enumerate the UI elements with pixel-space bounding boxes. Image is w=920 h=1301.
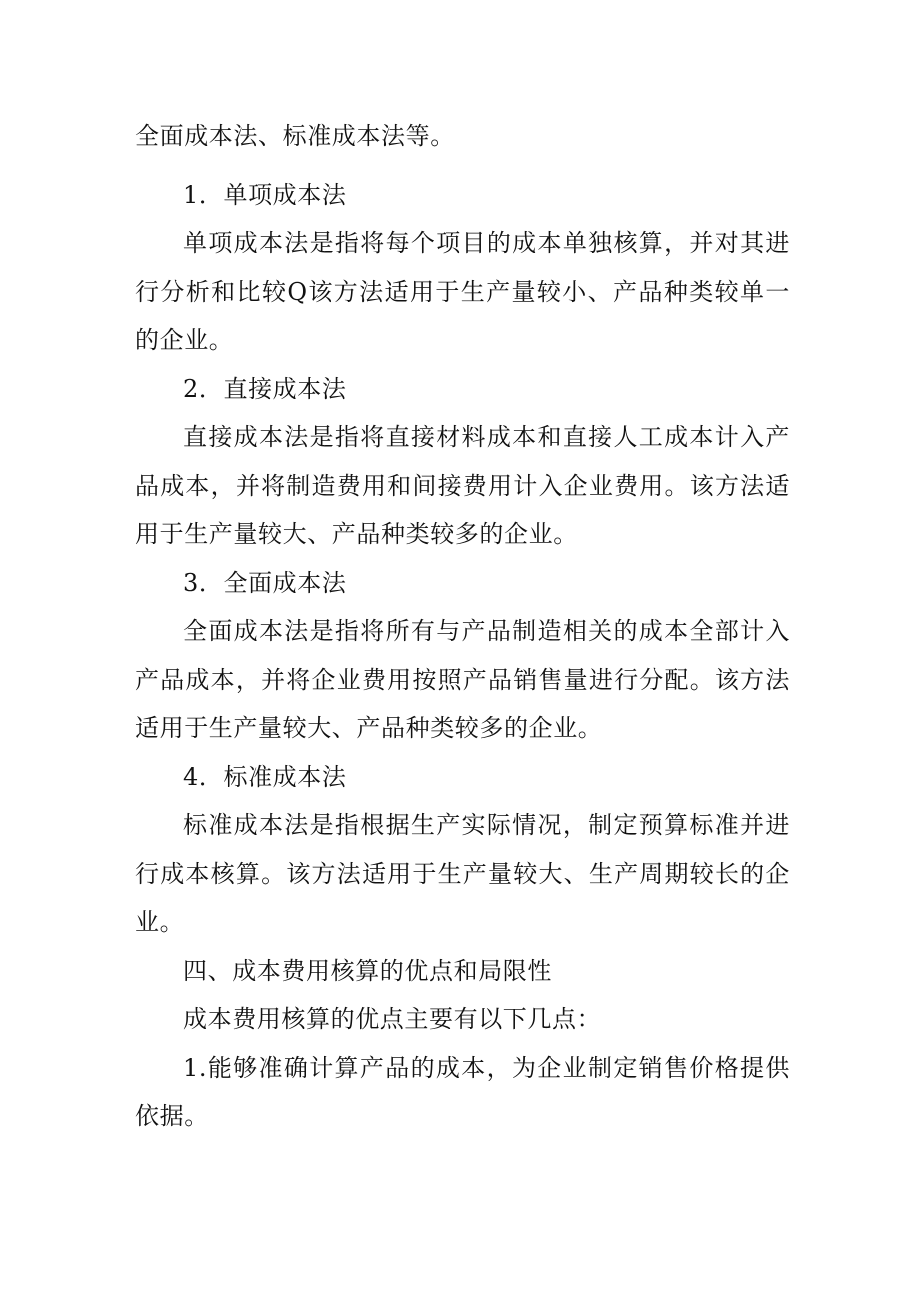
paragraph-direct-cost-method: 直接成本法是指将直接材料成本和直接人工成本计入产品成本，并将制造费用和间接费用计入企业费用。该方法适用于生产量较大、产品种类较多的企业。 [135, 423, 790, 548]
spacer [135, 161, 790, 171]
paragraph-continuation: 全面成本法、标准成本法等。 [135, 122, 455, 150]
list-item-advantage-1: 1.能够准确计算产品的成本，为企业制定销售价格提供依据。 [135, 1053, 790, 1130]
paragraph-standard-cost-method: 标准成本法是指根据生产实际情况，制定预算标准并进行成本核算。该方法适用于生产量较大、生产周期较长的企业。 [135, 811, 790, 936]
document-body [135, 112, 790, 1141]
paragraph-single-item-cost-method: 单项成本法是指将每个项目的成本单独核算，并对其进行分析和比较Q该方法适用于生产量较小、产品种类较单一的企业。 [135, 229, 790, 354]
heading-single-item-cost-method: 1．单项成本法 [183, 180, 347, 209]
heading-direct-cost-method: 2．直接成本法 [183, 374, 347, 403]
heading-full-cost-method: 3．全面成本法 [183, 568, 347, 597]
paragraph-advantages-intro: 成本费用核算的优点主要有以下几点： [183, 1005, 602, 1033]
heading-standard-cost-method: 4．标准成本法 [183, 762, 347, 791]
paragraph-full-cost-method: 全面成本法是指将所有与产品制造相关的成本全部计入产品成本，并将企业费用按照产品销售量进行分配。该方法适用于生产量较大、产品种类较多的企业。 [135, 617, 790, 742]
section-heading-advantages-limitations: 四、成本费用核算的优点和局限性 [183, 956, 552, 985]
